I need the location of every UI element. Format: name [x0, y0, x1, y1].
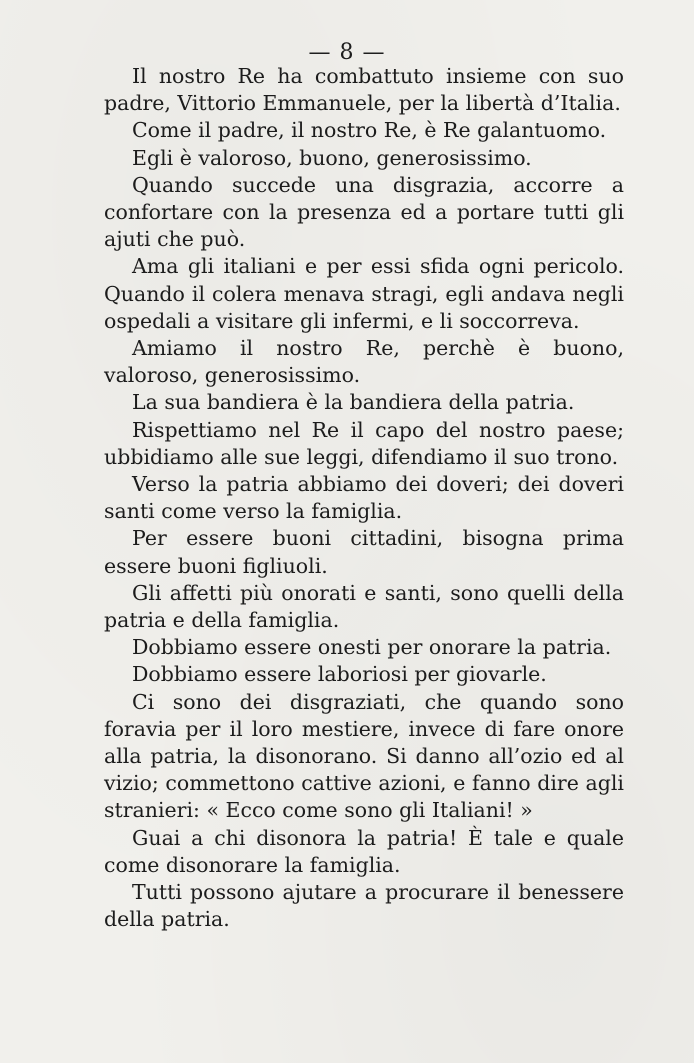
paragraph: Ama gli italiani e per essi sfida ogni pericolo. Quando il colera menava stragi, egli andava negli ospedali a visitare gli infermi, e li soccorreva. [104, 254, 624, 333]
paragraph: Gli affetti più onorati e santi, sono quelli della patria e della famiglia. [104, 580, 624, 633]
paragraph: Dobbiamo essere laboriosi per giovarle. [132, 662, 547, 687]
paragraph: Rispettiamo nel Re il capo del nostro paese; ubbidiamo alle sue leggi, difendiamo il suo trono. [104, 417, 624, 469]
body-text [104, 63, 624, 934]
paragraph: Quando succede una disgrazia, accorre a confortare con la presenza ed a portare tutti gli ajuti che può. [104, 172, 624, 252]
paragraph: Verso la patria abbiamo dei doveri; dei doveri santi come verso la famiglia. [104, 472, 624, 524]
paragraph: Come il padre, il nostro Re, è Re galantuomo. [132, 118, 607, 143]
paragraph: Ci sono dei disgraziati, che quando sono foravia per il loro mestiere, invece di fare onore alla patria, la disonorano. Si danno all’ozio ed al vizio; commettono cattive azioni, e fanno dire agli stranieri: « Ecco come sono gli Italiani! » [104, 689, 624, 823]
paragraph: Il nostro Re ha combattuto insieme con suo padre, Vittorio Emmanuele, per la libertà d’Italia. [104, 64, 624, 116]
paragraph: La sua bandiera è la bandiera della patria. [132, 390, 575, 415]
paragraph: Dobbiamo essere onesti per onorare la patria. [132, 635, 612, 660]
paragraph: Egli è valoroso, buono, generosissimo. [132, 145, 532, 170]
paragraph: Amiamo il nostro Re, perchè è buono, valoroso, generosissimo. [104, 336, 624, 388]
paragraph: Per essere buoni cittadini, bisogna prima essere buoni figliuoli. [104, 526, 624, 578]
paragraph: Guai a chi disonora la patria! È tale e quale come disonorare la famiglia. [104, 825, 624, 877]
page-number: — 8 — [308, 40, 386, 65]
paragraph: Tutti possono ajutare a procurare il benessere della patria. [104, 880, 624, 932]
